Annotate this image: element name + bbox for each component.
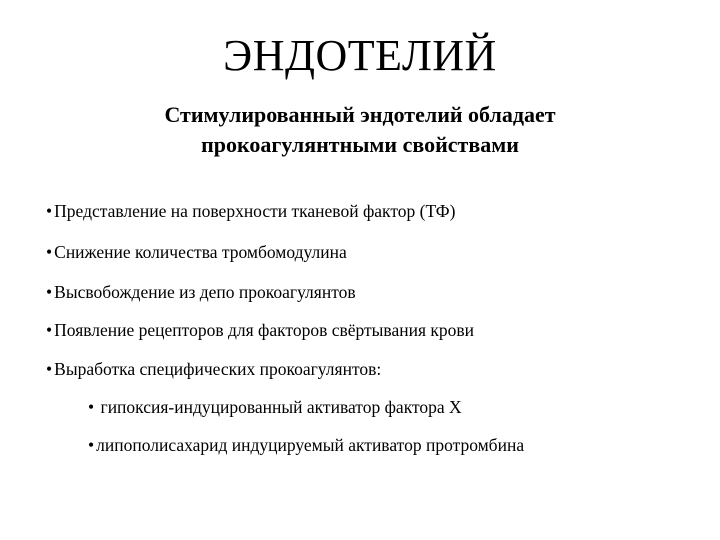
- list-item-text: Высвобождение из депо прокоагулянтов: [54, 282, 356, 302]
- slide-subtitle: [0, 100, 720, 160]
- bullet-marker: •: [46, 282, 53, 302]
- bullet-marker: •: [88, 397, 95, 417]
- list-item-text: Выработка специфических прокоагулянтов:: [54, 359, 382, 379]
- bullet-marker: •: [46, 320, 53, 340]
- list-item-text: Представление на поверхности тканевой фактор (ТФ): [54, 201, 456, 221]
- sub-list-item: [88, 396, 462, 418]
- slide-title: ЭНДОТЕЛИЙ: [223, 31, 497, 80]
- bullet-marker: •: [88, 435, 95, 455]
- list-item: [46, 241, 347, 263]
- bullet-marker: •: [46, 201, 53, 221]
- list-item: [46, 281, 356, 303]
- list-item: [46, 358, 381, 380]
- sub-list-item-text: гипоксия-индуцированный активатор фактора Х: [96, 397, 462, 417]
- sub-list-item: [88, 434, 524, 456]
- list-item: [46, 200, 455, 222]
- list-item: [46, 319, 474, 341]
- subtitle-line-1: Стимулированный эндотелий обладает: [164, 102, 556, 127]
- subtitle-line-2: прокоагулянтными свойствами: [201, 132, 519, 157]
- bullet-marker: •: [46, 359, 53, 379]
- list-item-text: Появление рецепторов для факторов свёртывания крови: [54, 320, 475, 340]
- bullet-marker: •: [46, 242, 53, 262]
- list-item-text: Снижение количества тромбомодулина: [54, 242, 347, 262]
- sub-list-item-text: липополисахарид индуцируемый активатор протромбина: [96, 435, 525, 455]
